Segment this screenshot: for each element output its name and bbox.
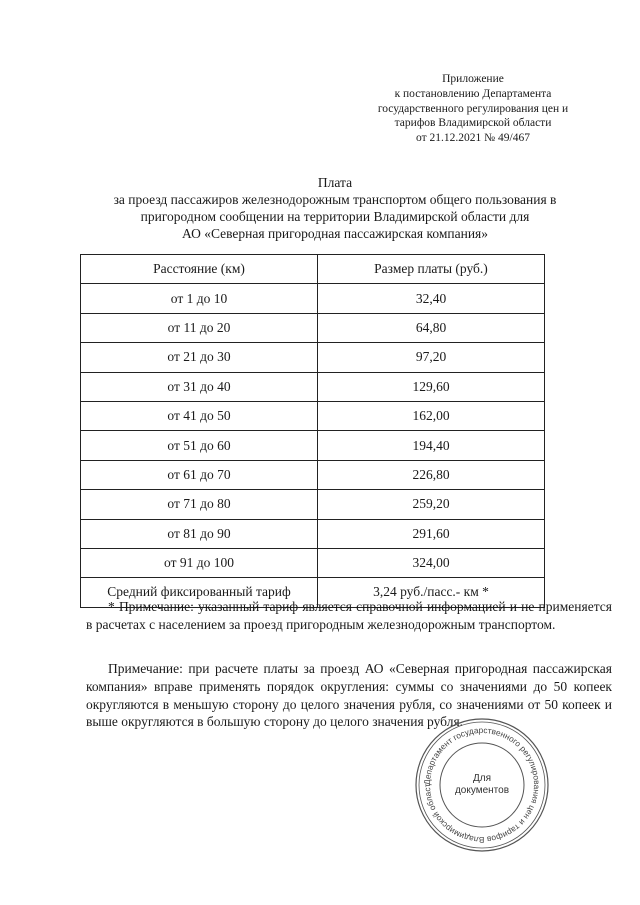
table-row (81, 490, 545, 519)
distance-cell: от 71 до 80 (81, 490, 318, 519)
distance-cell: от 61 до 70 (81, 460, 318, 489)
fare-cell: 32,40 (318, 284, 545, 313)
average-tariff-label: Средний фиксированный тариф (81, 578, 318, 607)
appendix-header (358, 72, 588, 146)
table-row (81, 343, 545, 372)
table-row (81, 460, 545, 489)
stamp-center (448, 754, 516, 816)
stamp-center-line: документов (454, 785, 510, 796)
fare-cell: 162,00 (318, 401, 545, 430)
appendix-line: к постановлению Департамента (394, 87, 552, 100)
official-stamp (414, 717, 550, 853)
tariff-table (80, 254, 545, 608)
document-title (60, 174, 610, 242)
distance-cell: от 11 до 20 (81, 313, 318, 342)
distance-cell: от 91 до 100 (81, 548, 318, 577)
table-row (81, 372, 545, 401)
fare-cell: 64,80 (318, 313, 545, 342)
header-distance: Расстояние (км) (81, 255, 318, 284)
table-row (81, 313, 545, 342)
title-line: Плата (317, 175, 353, 190)
appendix-line: государственного регулирования цен и (377, 102, 569, 115)
distance-cell: от 1 до 10 (81, 284, 318, 313)
rounding-note-text: Примечание: при расчете платы за проезд АО «Северная пригородная пассажирская компания» вправе применять порядок округления: суммы со значениями до 50 копеек округляются в меньшую сторону до целого значения рубля, со значениями от 50 копеек и выше округляются в большую сторону до целого значения рубля. (86, 661, 612, 730)
distance-cell: от 51 до 60 (81, 431, 318, 460)
fare-cell: 259,20 (318, 490, 545, 519)
appendix-line: тарифов Владимирской области (394, 117, 552, 130)
title-line: пригородном сообщении на территории Владимирской области для (140, 209, 530, 224)
fare-cell: 129,60 (318, 372, 545, 401)
title-line: АО «Северная пригородная пассажирская компания» (182, 226, 488, 241)
appendix-line: от 21.12.2021 № 49/467 (416, 132, 530, 145)
stamp-ring-textpath: Департамент государственного регулирования цен и тарифов Владимирской област (421, 724, 543, 846)
footnote (86, 598, 612, 634)
distance-cell: от 21 до 30 (81, 343, 318, 372)
distance-cell: от 81 до 90 (81, 519, 318, 548)
table-row (81, 401, 545, 430)
fare-cell: 324,00 (318, 548, 545, 577)
footnote-text: * Примечание: указанный тариф является справочной информацией и не применяется в расчетах с населением за проезд пригородным железнодорожным транспортом. (86, 599, 612, 632)
appendix-line: Приложение (442, 73, 504, 85)
fare-cell: 97,20 (318, 343, 545, 372)
table-header-row (81, 255, 545, 284)
fare-cell: 194,40 (318, 431, 545, 460)
table-row (81, 284, 545, 313)
distance-cell: от 31 до 40 (81, 372, 318, 401)
header-fare: Размер платы (руб.) (318, 255, 545, 284)
stamp-center-line: Для (472, 773, 492, 784)
fare-cell: 226,80 (318, 460, 545, 489)
fare-cell: 291,60 (318, 519, 545, 548)
distance-cell: от 41 до 50 (81, 401, 318, 430)
average-tariff-value: 3,24 руб./пасс.- км * (318, 578, 545, 607)
title-line: за проезд пассажиров железнодорожным транспортом общего пользования в (113, 192, 557, 207)
table-row (81, 431, 545, 460)
table-row (81, 519, 545, 548)
table-row (81, 548, 545, 577)
